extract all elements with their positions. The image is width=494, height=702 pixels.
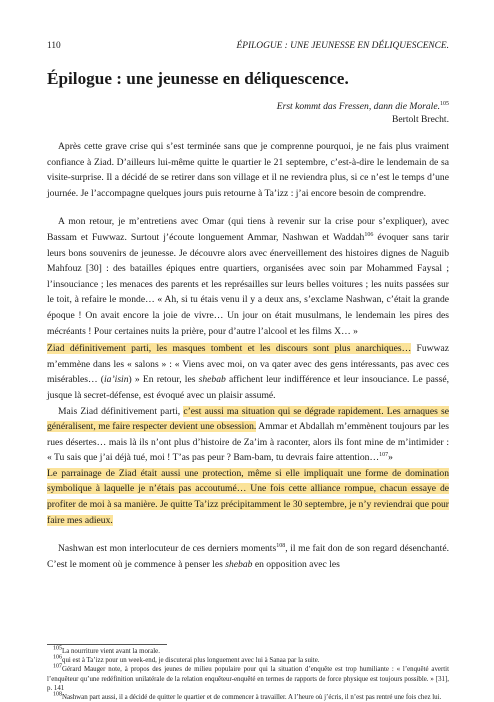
footnote-ref: 108 [276, 543, 286, 550]
italic-term: shebab [198, 374, 226, 386]
page-number: 110 [47, 41, 61, 51]
footnote-text: La nourriture vient avant la morale. [62, 648, 160, 655]
footnote [47, 647, 449, 656]
footnote [47, 665, 449, 693]
paragraph [47, 341, 449, 403]
paragraph [47, 541, 449, 572]
footnote-number: 108 [53, 691, 62, 698]
footnote [47, 693, 449, 702]
footnote-number: 106 [53, 654, 62, 661]
paragraph-text: Nashwan est mon interlocuteur de ces derniers moments [58, 543, 277, 555]
paragraph-text: Ammar et Abdallah m’emmènent toujours par les rues désertes… mais là ils n’ont plus d’histoire de Za’im à raconter, alors ils font mine de m’intimider : « Tu sais que j’ai déjà tué, moi ! T’as pas peur ? Bam-bam, tu devrais faire attention… [47, 421, 449, 464]
paragraph-text: en opposition avec les [252, 558, 340, 570]
epigraph-author: Bertolt Brecht. [391, 114, 449, 125]
epigraph-quote: Erst kommt das Fressen, dann die Morale. [276, 101, 440, 112]
footnote-text: Nashwan part aussi, il a décidé de quitter le quartier et de commencer à travailler. A l’heure où j’écris, il n’est pas rentré une fois chez lui. [62, 694, 442, 702]
paragraph [47, 139, 449, 201]
paragraph [47, 404, 449, 466]
footnote-text: Gérard Mauger note, à propos des jeunes de milieu populaire pour qui la situation d’enquête est trop humiliante : « l’enquêté avertit l’enquêteur qu’une redéfinition unilatérale de la relation enquêteur-enquêté en termes de rapports de force physique est toujours possible. » [31], p. 141 [47, 666, 449, 692]
paragraph-text: Mais Ziad définitivement parti, [58, 405, 184, 417]
paragraph [47, 214, 449, 339]
running-title: ÉPILOGUE : UNE JEUNESSE EN DÉLIQUESCENCE. [236, 41, 449, 51]
footnote-number: 107 [53, 664, 62, 671]
highlighted-text: Le parrainage de Ziad était aussi une protection, même si elle impliquait une forme de domination symbolique à laquelle je n’étais pas accoutumé… Une fois cette alliance rompue, chacun essaye de profiter de moi à sa manière. Je quitte Ta’izz précipitamment le 30 septembre, je n’y reviendrai que pour faire mes adieux. [47, 467, 449, 526]
footnotes [47, 644, 449, 702]
paragraph [47, 466, 449, 528]
footnote-rule [47, 644, 167, 645]
paragraph-text: affichent leur indifférence et leur insouciance. Le passé, jusque là secret-défense, est évoqué avec un plaisir assumé. [47, 374, 449, 401]
running-header [47, 40, 449, 52]
paragraph-text: évoquer sans tarir leurs bons souvenirs de jeunesse. Je découvre alors avec énerveillement des histoires dignes de Naguib Mahfouz [30] : des batailles épiques entre quartiers, organisées avec soin par Mohammed Faysal ; l’insouciance ; les menaces des parents et les représailles sur leurs belles voitures ; les nuits passées sur le toit, à refaire le monde… « Ah, si tu étais venu il y a deux ans, s’exclame Nashwan, c’était la grande époque ! On avait encore la joie de vivre… Un jour on était musulmans, le lendemain les pires des mécréants ! Pour certaines nuits la prière, pour d’autre l’alcool et les films X… » [47, 231, 449, 337]
epigraph [47, 100, 449, 126]
footnote [47, 656, 449, 665]
footnote-text: qui est à Ta’izz pour un week-end, je discuterai plus longuement avec lui à Sanaa par la suite. [62, 657, 320, 665]
paragraph-text: , il me fait don de son regard désenchanté. C’est le moment où je commence à penser les [47, 543, 449, 570]
paragraph-text: Après cette grave crise qui s’est terminée sans que je comprenne pourquoi, je ne fais plus vraiment confiance à Ziad. D’ailleurs lui-même quitte le quartier le 21 septembre, c’est-à-dire le lendemain de sa visite-surprise. Il a décidé de se retirer dans son village et il ne reviendra plus, si ce n’est le temps d’une journée. Je l’accompagne quelques jours puis retourne à Ta’izz : j’ai encore besoin de comprendre. [47, 141, 449, 199]
paragraph-text: A mon retour, je m’entretiens avec Omar (qui tiens à revenir sur la crise pour s’expliquer), avec Bassam et Fuwwaz. Surtout j’écoute longuement Ammar, Nashwan et Waddah [47, 216, 449, 243]
footnote-ref: 105 [440, 100, 449, 107]
highlighted-text: Ziad définitivement parti, les masques tombent et les discours sont plus anarchiques… [47, 343, 412, 355]
footnote-number: 105 [53, 645, 62, 652]
paragraph-text: Fuwwaz m’emmène dans les « salons » : « Viens avec moi, on va qater avec des gens intéressants, pas avec ces misérables… ( [47, 343, 450, 386]
footnote-ref: 107 [379, 452, 389, 459]
page-body [47, 40, 449, 572]
paragraph-text: » [388, 452, 393, 464]
chapter-title: Épilogue : une jeunesse en déliquescence. [47, 69, 349, 88]
highlighted-text: c’est aussi ma situation qui se dégrade rapidement. Les arnaques se généralisent, me faire respecter devient une obsession. [47, 405, 449, 433]
italic-term: ia’isin [104, 374, 129, 386]
paragraph-text: ) » En retour, les [128, 374, 199, 386]
italic-term: shebab [225, 558, 253, 570]
footnote-ref: 106 [364, 231, 374, 238]
